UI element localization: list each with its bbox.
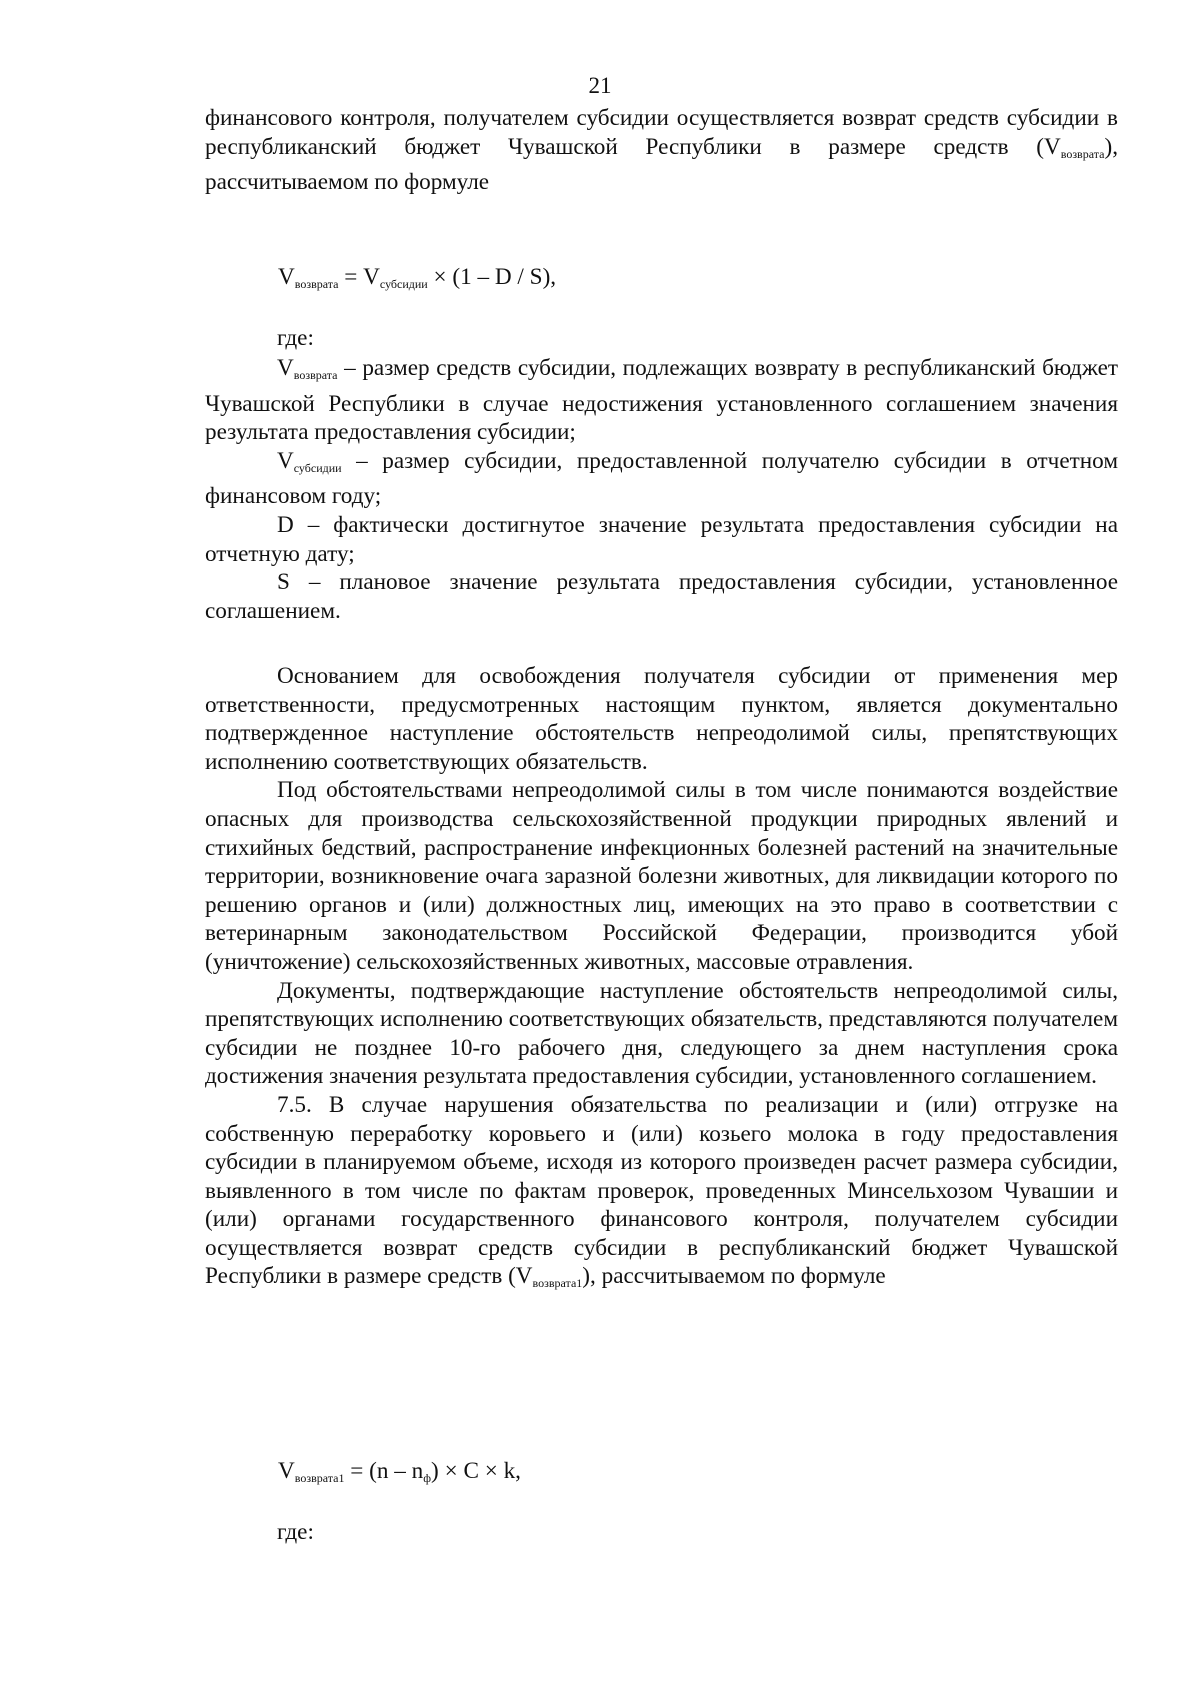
page-number: 21 <box>588 73 612 98</box>
subscript: возврата <box>1060 146 1105 161</box>
definitions-block <box>205 354 1118 625</box>
paragraph-clause-7-5: 7.5. В случае нарушения обязательства по реализации и (или) отгрузке на собственную переработку коровьего и (или) козьего молока в году предоставления субсидии в планируемом объеме, исходя из которого произведен расчет размера субсидии, выявленного в том числе по фактам проверок, проведенных Минсельхозом Чувашии и (или) органами государственного финансового контроля, получателем субсидии осуществляется возврат средств субсидии в республиканский бюджет Чувашской Республики в размере средств $(V_{возврата1})$, рассчитываемом по формуле <box>205 1091 1118 1291</box>
body-paragraphs <box>205 662 1118 1298</box>
where-label-1: где: <box>277 325 314 351</box>
definition-v-return: $V_{возврата}$ – размер средств субсидии, подлежащих возврату в республиканский бюджет Чувашской Республики в случае недостижения установленного соглашением значения результата предоставления субсидии; <box>205 355 1118 446</box>
intro-paragraph: финансового контроля, получателем субсидии осуществляется возврат средств субсидии в республиканский бюджет Чувашской Республики в размере средств $(V_{возврата})$, рассчитываемом по формуле <box>205 105 1118 196</box>
where-label-2: где: <box>277 1519 314 1545</box>
formula-1: $V_{возврата} = V_{субсидии} \times (1 - D / S)$, <box>278 264 557 291</box>
definition-s: S – плановое значение результата предоставления субсидии, установленное соглашением. <box>205 569 1118 624</box>
paragraph-force-majeure: Под обстоятельствами непреодолимой силы в том числе понимаются воздействие опасных для производства сельскохозяйственной продукции природных явлений и стихийных бедствий, распространение инфекционных болезней растений на значительные территории, возникновение очага заразной болезни животных, для ликвидации которого по решению органов и (или) должностных лиц, имеющих на это право в соответствии с ветеринарным законодательством Российской Федерации, производится убой (уничтожение) сельскохозяйственных животных, массовые отравления. <box>205 777 1118 975</box>
paragraph-documents: Документы, подтверждающие наступление обстоятельств непреодолимой силы, препятствующих исполнению соответствующих обязательств, представляются получателем субсидии не позднее 10-го рабочего дня, следующего за днем наступления срока достижения значения результата предоставления субсидии, установленного соглашением. <box>205 977 1118 1090</box>
definition-v-subsidy: $V_{субсидии}$ – размер субсидии, предоставленной получателю субсидии в отчетном финансовом году; <box>205 447 1118 510</box>
definition-d: D – фактически достигнутое значение результата предоставления субсидии на отчетную дату; <box>205 511 1118 567</box>
paragraph-exemption: Основанием для освобождения получателя субсидии от применения мер ответственности, предусмотренных настоящим пунктом, является документально подтвержденное наступление обстоятельств непреодолимой силы, препятствующих исполнению соответствующих обязательств. <box>205 663 1118 775</box>
formula-2: $V_{возврата1} = (n - n_ф) \times C \times k$, <box>278 1458 521 1485</box>
